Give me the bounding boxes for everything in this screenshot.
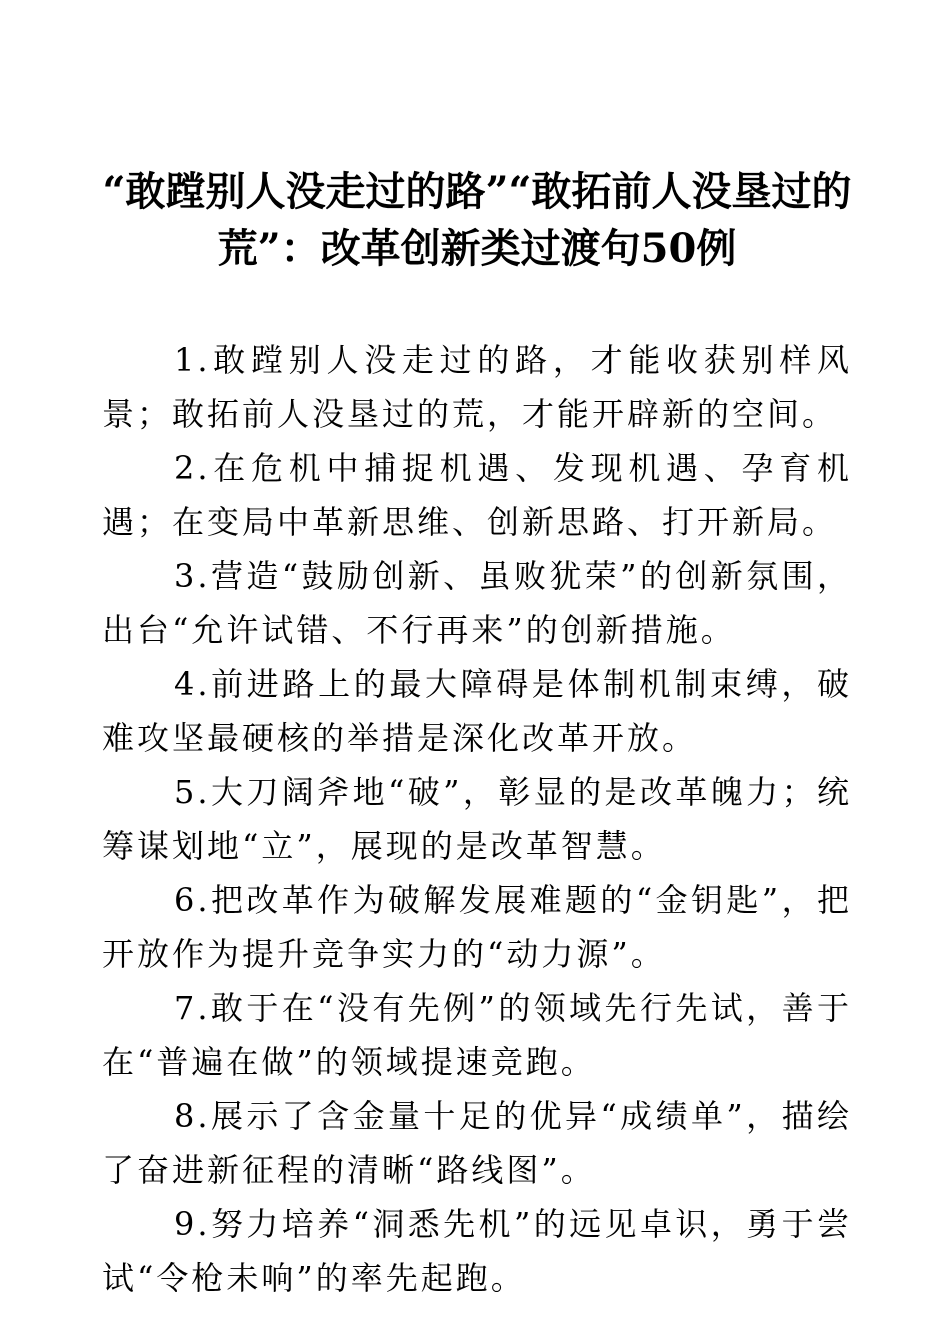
list-item: 2.在危机中捕捉机遇、发现机遇、孕育机遇；在变局中革新思维、创新思路、打开新局。	[102, 449, 852, 541]
list-item: 5.大刀阔斧地“破”，彰显的是改革魄力；统筹谋划地“立”，展现的是改革智慧。	[102, 773, 852, 865]
list-item: 6.把改革作为破解发展难题的“金钥匙”，把开放作为提升竞争实力的“动力源”。	[102, 881, 852, 973]
document-title: “敢蹚别人没走过的路”“敢拓前人没垦过的荒”：改革创新类过渡句50例	[102, 168, 852, 272]
list-item: 4.前进路上的最大障碍是体制机制束缚，破难攻坚最硬核的举措是深化改革开放。	[102, 665, 852, 757]
list-item: 3.营造“鼓励创新、虽败犹荣”的创新氛围，出台“允许试错、不行再来”的创新措施。	[102, 557, 852, 649]
list-item: 9.努力培养“洞悉先机”的远见卓识，勇于尝试“令枪未响”的率先起跑。	[102, 1205, 852, 1297]
list-item: 8.展示了含金量十足的优异“成绩单”，描绘了奋进新征程的清晰“路线图”。	[102, 1097, 852, 1189]
list-item: 7.敢于在“没有先例”的领域先行先试，善于在“普遍在做”的领域提速竞跑。	[102, 989, 852, 1081]
item-list	[102, 333, 852, 1305]
list-item: 1.敢蹚别人没走过的路，才能收获别样风景；敢拓前人没垦过的荒，才能开辟新的空间。	[102, 341, 852, 433]
